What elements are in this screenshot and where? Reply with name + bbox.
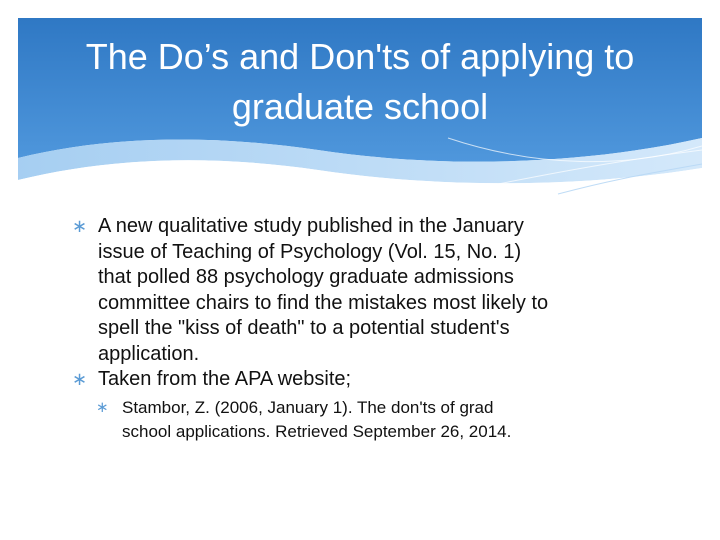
bullet-text-line: A new qualitative study published in the January <box>98 215 524 237</box>
bullet-text-line: spell the "kiss of death" to a potential student's <box>98 317 510 339</box>
bullet-text-line: application. <box>98 342 200 365</box>
bullet-asterisk-icon: ∗ <box>72 369 88 389</box>
sub-bullet-text-line: school applications. Retrieved September 26, 2014. <box>122 421 512 441</box>
bullet-study <box>72 214 672 367</box>
bullet-text-line: that polled 88 psychology graduate admissions <box>98 266 514 288</box>
title-banner <box>18 18 702 198</box>
bullet-text-line: issue of Teaching of Psychology (Vol. 15, No. 1) <box>98 240 522 263</box>
bullet-text-line: Taken from the APA website; <box>98 368 352 390</box>
sub-bullet-text-line: Stambor, Z. (2006, January 1). The don'ts of grad <box>122 397 494 417</box>
sub-bullet-citation <box>96 396 672 444</box>
slide-title-line-1: The Do’s and Don'ts of applying to <box>85 36 635 77</box>
bullet-text-line: committee chairs to find the mistakes most likely to <box>98 291 549 314</box>
bullet-source <box>72 367 672 393</box>
slide-title <box>18 32 702 132</box>
slide-title-line-2: graduate school <box>231 86 489 127</box>
bullet-asterisk-icon: ∗ <box>72 216 88 236</box>
slide-body <box>72 214 672 444</box>
sub-bullet-asterisk-icon: ∗ <box>96 398 109 416</box>
